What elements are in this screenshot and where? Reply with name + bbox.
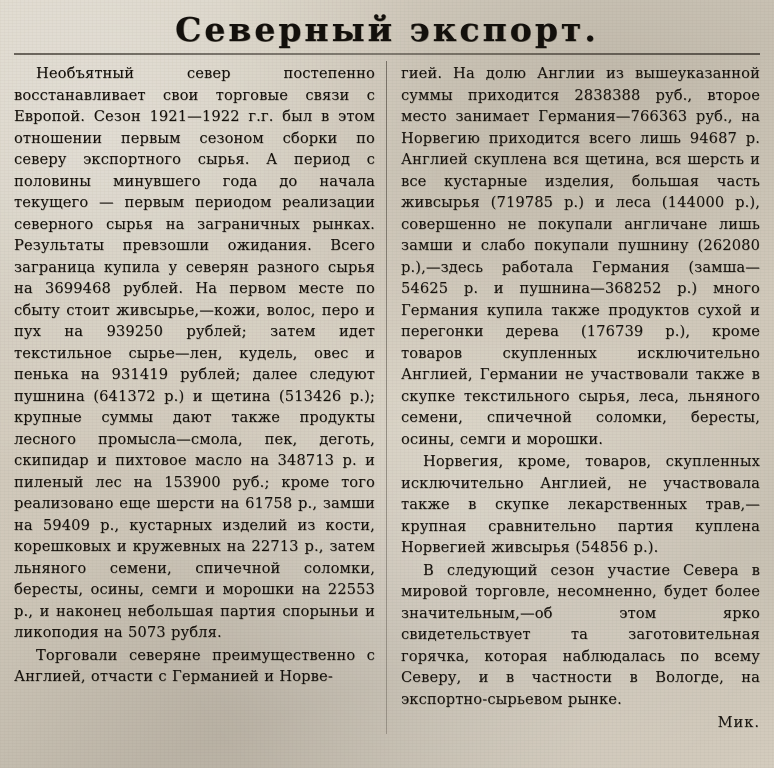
article-column-right (395, 63, 760, 734)
article-columns (14, 63, 760, 734)
paragraph: Необъятный север постепенно восстанавливает свои торговые связи с Европой. Сезон 1921—1922 г.г. был в этом отношении первым сезоном сборки по северу экспортного сырья. А период с половины минувшего года до начала текущего — первым периодом реализации северного сырья на заграничных рынках. Результаты превзошли ожидания. Всего заграница купила у северян разного сырья на 3699468 рублей. На первом месте по сбыту стоит живсырье,—кожи, волос, перо и пух на 939250 рублей; затем идет текстильное сырье—лен, кудель, овес и пенька на 931419 рублей; далее следуют пушнина (641372 р.) и щетина (513426 р.); крупные суммы дают также продукты лесного промысла—смола, пек, деготь, скипидар и пихтовое масло на 348713 р. и пиленый лес на 153900 руб.; кроме того реализовано еще шерсти на 61758 р., замши на 59409 р., кустарных изделий из кости, корешковых и кружевных на 22713 р., затем льняного семени, спичечной соломки, бересты, осины, семги и морошки на 22553 р., и наконец небольшая партия спорыньи и ликоподия на 5073 рубля. (14, 65, 375, 641)
paragraph: Торговали северяне преимущественно с Англией, отчасти с Германией и Норве- (14, 646, 375, 685)
paragraph: Норвегия, кроме, товаров, скупленных исключительно Англией, не участвовала также в скупке лекарственных трав,—крупная сравнительно партия куплена Норвегией живсырья (54856 р.). (400, 453, 760, 556)
paragraph: гией. На долю Англии из вышеуказанной суммы приходится 2838388 руб., второе место занимает Германия—766363 руб., на Норвегию приходится всего лишь 94687 р. Англией скуплена вся щетина, вся шерсть и все кустарные изделия, большая часть живсырья (719785 р.) и леса (144000 р.), совершенно не покупали англичане лишь замши и слабо покупали пушнину (262080 р.),—здесь работала Германия (замша—54625 р. и пушнина—368252 р.) много Германия купила также продуктов сухой и перегонки дерева (176739 р.), кроме товаров скупленных исключительно Англией, Германии не участвовали также в скупке текстильного сырья, леса, льняного семени, спичечной соломки, бересты, осины, семги и морошки. (400, 65, 760, 448)
article-column-left (14, 63, 379, 734)
author-signature: Мик. (717, 714, 760, 731)
page-title: Северный экспорт. (175, 10, 599, 49)
paragraph: В следующий сезон участие Севера в мировой торговле, несомненно, будет более значительным,—об этом ярко свидетельствует та заготовительная горячка, которая наблюдалась по всему Северу, и в частности в Вологде, на экспортно-сырьевом рынке. (400, 561, 760, 708)
headline-divider (14, 53, 760, 55)
